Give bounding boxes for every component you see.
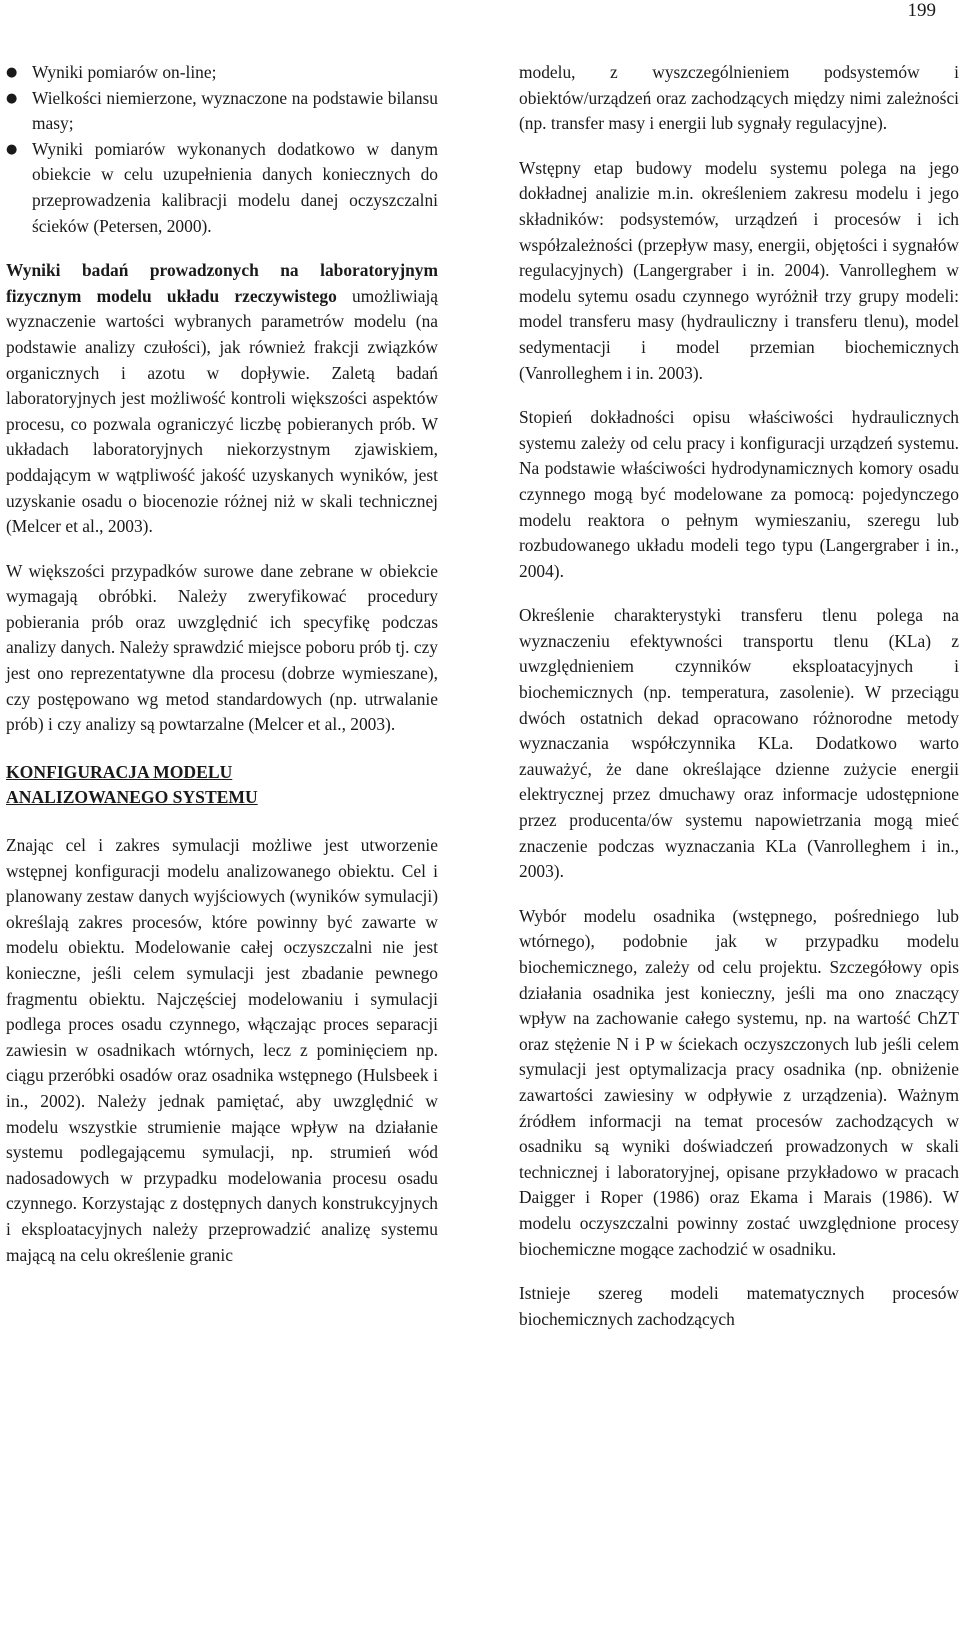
paragraph: Określenie charakterystyki transferu tlenu polega na wyznaczeniu efektywności transportu tlenu (KLa) z uwzględnieniem czynników eksploatacyjnych i biochemicznych (np. temperatura, zasolenie). W przeciągu dwóch ostatnich dekad opracowano różnorodne metody wyznaczania współczynnika KLa. Dodatkowo warto zauważyć, że dane określające dzienne zużycie energii elektrycznej przez dmuchawy oraz informacje udostępnione przez producenta/ów systemu napowietrzania mogą mieć znaczenie podczas wyznaczania KLa (Vanrolleghem i in., 2003). — [519, 605, 959, 882]
paragraph-bold-lead: Wyniki badań prowadzonych na laboratoryjnym fizycznym modelu układu rzeczywistego — [6, 260, 438, 306]
right-column — [519, 60, 959, 1351]
list-item-text: Wyniki pomiarów on-line; — [32, 62, 217, 82]
paragraph: W większości przypadków surowe dane zebrane w obiekcie wymagają obróbki. Należy zweryfikować procedury pobierania prób oraz uwzględnić ich specyfikę podczas analizy danych. Należy sprawdzić miejsce poboru prób tj. czy jest ono reprezentatywne dla procesu (dobrze wymieszane), czy postępowano wg metod standardowych (np. utrwalanie prób) i czy analizy są powtarzalne (Melcer et al., 2003). — [6, 560, 438, 735]
paragraph — [6, 258, 438, 540]
list-item-text: Wielkości niemierzone, wyznaczone na podstawie bilansu masy; — [32, 87, 438, 134]
paragraph: Istnieje szereg modeli matematycznych procesów biochemicznych zachodzących — [519, 1283, 959, 1329]
section-heading-line: KONFIGURACJA MODELU — [6, 761, 233, 782]
section-heading — [6, 760, 438, 811]
section-heading-line: ANALIZOWANEGO SYSTEMU — [6, 787, 258, 808]
paragraph: Stopień dokładności opisu właściwości hydraulicznych systemu zależy od celu pracy i konfiguracji urządzeń systemu. Na podstawie właściwości hydrodynamicznych komory osadu czynnego mogą być modelowane za pomocą: pojedynczego modelu reaktora o pełnym wymieszaniu, szeregu lub rozbudowanego układu modeli tego typu (Langergraber i in., 2004). — [519, 407, 959, 581]
paragraph-text: umożliwiają wyznaczenie wartości wybranych parametrów modelu (na podstawie analizy czułości), jak również frakcji związków organicznych i azotu w dopływie. Zaletą badań laboratoryjnych jest możliwość kontroli większości aspektów procesu, co pozwala ograniczyć liczbę pobieranych prób. W układach laboratoryjnych niekorzystnym zjawiskiem, poddającym w wątpliwość jakość uzyskanych wyników, jest uzyskanie osadu o biocenozie różnej niż w skali technicznej (Melcer et al., 2003). — [6, 285, 438, 537]
list-item — [6, 86, 438, 137]
bullet-icon: ● — [6, 65, 18, 80]
paragraph: modelu, z wyszczególnieniem podsystemów i obiektów/urządzeń oraz zachodzących między nimi zależności (np. transfer masy i energii lub sygnały regulacyjne). — [519, 62, 959, 134]
list-item-text: Wyniki pomiarów wykonanych dodatkowo w danym obiekcie w celu uzupełnienia danych koniecznych do przeprowadzenia kalibracji modelu danej oczyszczalni ścieków (Petersen, 2000). — [32, 138, 438, 236]
list-item — [6, 60, 438, 86]
list-item — [6, 137, 438, 239]
bullet-list — [6, 60, 438, 239]
bullet-icon: ● — [6, 141, 18, 157]
paragraph: Wybór modelu osadnika (wstępnego, pośredniego lub wtórnego), podobnie jak w przypadku modelu biochemicznego, zależy od celu projektu. Szczegółowy opis działania osadnika jest konieczny, jeśli ma ono znaczący wpływ na zachowanie całego systemu, np. na wartość ChZT oraz stężenie N i P w ściekach oczyszczonych lub jeśli celem symulacji jest optymalizacja pracy osadnika (np. obniżenie zawartości zawiesiny w odpływie z urządzenia). Ważnym źródłem informacji na temat procesów zachodzących w osadniku są wyniki doświadczeń prowadzonych w skali technicznej i laboratoryjnej, opisane przykładowo w pracach Daigger i Roper (1986) oraz Ekama i Marais (1986). W modelu oczyszczalni powinny zostać uwzględnione procesy biochemiczne mogące zachodzić w osadniku. — [519, 905, 959, 1259]
paragraph: Wstępny etap budowy modelu systemu polega na jego dokładnej analizie m.in. określeniem zakresu modelu i jego składników: podsystemów, urządzeń i procesów i ich współzależności (przepływ masy, energii, objętości i sygnałów regulacyjnych) (Langergraber i in. 2004). Vanrolleghem w modelu sytemu osadu czynnego wyróżnił trzy grupy modeli: model transferu masy (hydrauliczny i transferu tlenu), model sedymentacji i model przemian biochemicznych (Vanrolleghem i in. 2003). — [519, 157, 959, 383]
bullet-icon: ● — [6, 90, 18, 106]
page-number: 199 — [907, 0, 936, 21]
left-column — [6, 60, 438, 1287]
paragraph: Znając cel i zakres symulacji możliwe jest utworzenie wstępnej konfiguracji modelu analizowanego obiektu. Cel i planowany zestaw danych wyjściowych (wyników symulacji) określają zakres procesów, które powinny być zawarte w modelu obiektu. Modelowanie całej oczyszczalni nie jest konieczne, jeśli celem symulacji jest zbadanie pewnego fragmentu obiektu. Najczęściej modelowaniu i symulacji podlega proces osadu czynnego, włączając proces separacji zawiesin w osadnikach wtórnych, lecz z pominięciem np. ciągu przeróbki osadów oraz osadnika wstępnego (Hulsbeek i in., 2002). Należy jednak pamiętać, aby uwzględnić w modelu wszystkie strumienie mające wpływ na działanie systemu podlegającemu symulacji, np. strumień wód nadosadowych w przypadku modelowania procesu osadu czynnego. Korzystając z dostępnych danych konstrukcyjnych i eksploatacyjnych należy przeprowadzić analizę systemu mającą na celu określenie granic — [6, 835, 438, 1265]
